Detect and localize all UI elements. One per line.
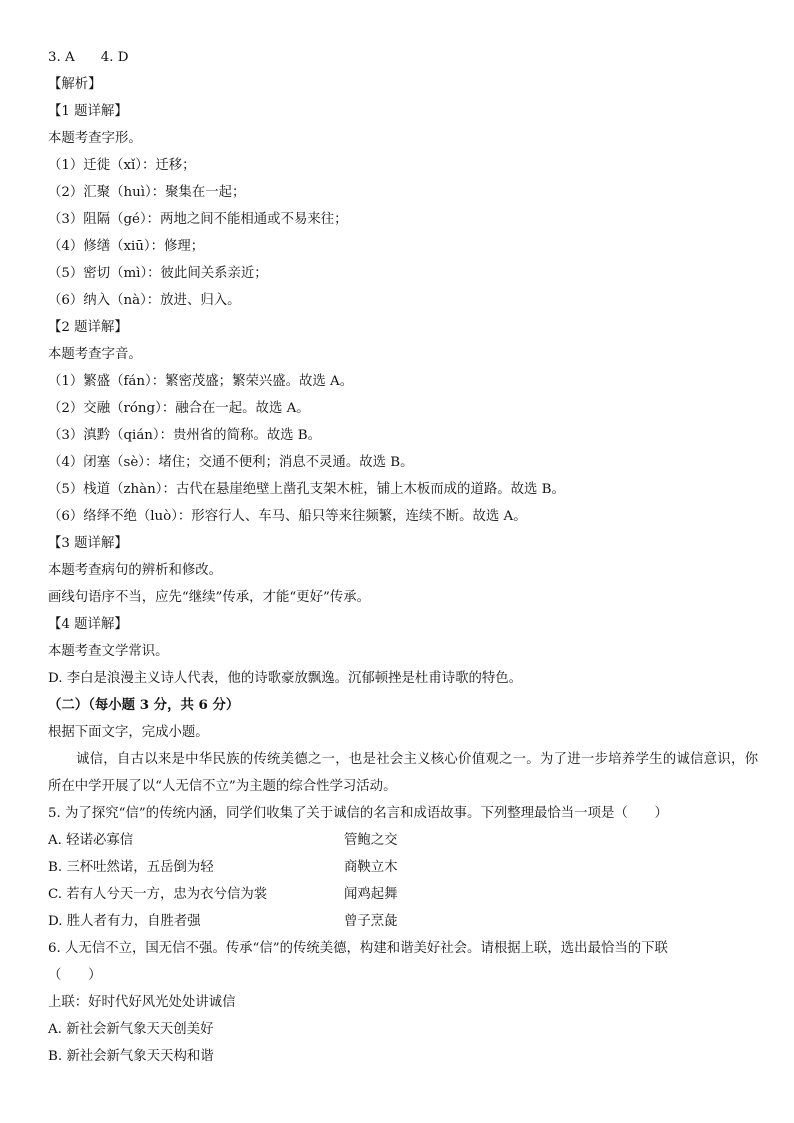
q3-body: 画线句语序不当，应先“继续”传承，才能“更好”传承。 bbox=[48, 590, 370, 605]
q2-header: 【2 题详解】 bbox=[48, 320, 128, 335]
section2-header: （二）（每小题 3 分，共 6 分） bbox=[48, 697, 240, 713]
q5-option-d bbox=[48, 908, 758, 935]
q1-item: （5）密切（mì）：彼此间关系亲近； bbox=[48, 266, 268, 281]
q2-item: （2）交融（róng）：融合在一起。故选 A。 bbox=[48, 401, 310, 416]
q5-option-right: 商鞅立木 bbox=[344, 860, 398, 875]
q5-option-left: C. 若有人兮天一方，忠为衣兮信为裳 bbox=[48, 887, 268, 902]
q2-item: （1）繁盛（fán）：繁密茂盛；繁荣兴盛。故选 A。 bbox=[48, 374, 354, 389]
q5-stem: 5. 为了探究“信”的传统内涵，同学们收集了关于诚信的名言和成语故事。下列整理最恰当一项是（ ） bbox=[48, 806, 668, 821]
q6-option-b: B. 新社会新气象天天构和谐 bbox=[48, 1049, 214, 1064]
q1-item: （3）阻隔（gé）：两地之间不能相通或不易来往； bbox=[48, 212, 348, 227]
q1-intro: 本题考查字形。 bbox=[48, 131, 142, 146]
q6-upper-couplet: 上联：好时代好风光处处讲诚信 bbox=[48, 995, 236, 1010]
analysis-heading: 【解析】 bbox=[48, 77, 102, 92]
q5-option-right: 闻鸡起舞 bbox=[344, 887, 398, 902]
previous-answers-line bbox=[48, 44, 758, 71]
q5-option-b bbox=[48, 854, 758, 881]
q1-item: （1）迁徙（xǐ）：迁移； bbox=[48, 158, 196, 173]
q3-intro: 本题考查病句的辨析和修改。 bbox=[48, 563, 223, 578]
q2-item: （5）栈道（zhàn）：古代在悬崖绝壁上凿孔支架木桩，铺上木板而成的道路。故选 B。 bbox=[48, 482, 565, 497]
section2-passage: 诚信，自古以来是中华民族的传统美德之一，也是社会主义核心价值观之一。为了进一步培养学生的诚信意识，你所在中学开展了以“人无信不立”为主题的综合性学习活动。 bbox=[48, 752, 758, 794]
q2-item: （6）络绎不绝（luò）：形容行人、车马、船只等来往频繁，连续不断。故选 A。 bbox=[48, 509, 527, 524]
q2-intro: 本题考查字音。 bbox=[48, 347, 142, 362]
q5-option-a bbox=[48, 827, 758, 854]
q5-option-left: A. 轻诺必寡信 bbox=[48, 833, 134, 848]
q6-stem: 6. 人无信不立，国无信不强。传承“信”的传统美德，构建和谐美好社会。请根据上联，选出最恰当的下联 bbox=[48, 941, 668, 956]
answer-3: 3. A bbox=[48, 50, 75, 65]
q3-header: 【3 题详解】 bbox=[48, 536, 128, 551]
answer-4: 4. D bbox=[100, 50, 129, 65]
q2-item: （3）滇黔（qián）：贵州省的简称。故选 B。 bbox=[48, 428, 322, 443]
document-page bbox=[48, 44, 758, 1070]
q1-item: （2）汇聚（huì）：聚集在一起； bbox=[48, 185, 246, 200]
q6-option-a: A. 新社会新气象天天创美好 bbox=[48, 1022, 214, 1037]
q6-stem-bracket: （ ） bbox=[48, 968, 102, 983]
q5-option-right: 曾子烹彘 bbox=[344, 914, 398, 929]
section2-instruction: 根据下面文字，完成小题。 bbox=[48, 725, 209, 740]
q1-item: （4）修缮（xiū）：修理； bbox=[48, 239, 205, 254]
q1-header: 【1 题详解】 bbox=[48, 104, 128, 119]
q4-body: D. 李白是浪漫主义诗人代表，他的诗歌豪放飘逸。沉郁顿挫是杜甫诗歌的特色。 bbox=[48, 671, 523, 686]
q5-option-right: 管鲍之交 bbox=[344, 833, 398, 848]
q1-item: （6）纳入（nà）：放进、归入。 bbox=[48, 293, 241, 308]
q4-intro: 本题考查文学常识。 bbox=[48, 644, 169, 659]
q5-option-left: B. 三杯吐然诺，五岳倒为轻 bbox=[48, 860, 214, 875]
q2-item: （4）闭塞（sè）：堵住；交通不便利；消息不灵通。故选 B。 bbox=[48, 455, 414, 470]
q5-option-left: D. 胜人者有力，自胜者强 bbox=[48, 914, 201, 929]
q4-header: 【4 题详解】 bbox=[48, 617, 128, 632]
q5-option-c bbox=[48, 881, 758, 908]
